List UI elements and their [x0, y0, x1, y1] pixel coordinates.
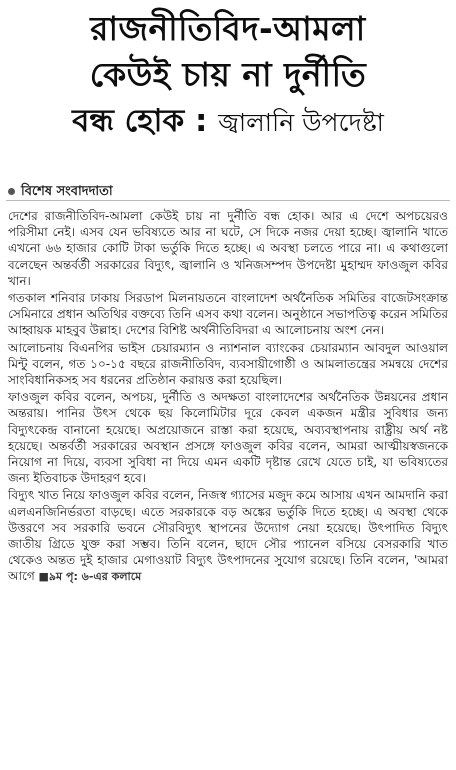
headline-line-2: কেউই চায় না দুর্নীতি [89, 55, 367, 94]
continuation-note: ■৯ম পৃ: ৬-এর কলামে [38, 570, 142, 584]
headline [0, 6, 456, 146]
article-paragraph: দেশের রাজনীতিবিদ-আমলা কেউই চায় না দুর্নীতি বন্ধ হোক। আর এ দেশে অপচয়েরও পরিসীমা নেই। এসব যেন ভবিষ্যতে আর না ঘটে, সে দিকে নজর দেয়া হচ্ছে। জ্বালানি খাতে এখনো ৬৬ হাজার কোটি টাকা ভর্তুকি দিতে হচ্ছে। এ অবস্থা চলতে পারে না। এ কথাগুলো বলেছেন অন্তর্বর্তী সরকারের বিদ্যুৎ, জ্বালানি ও খনিজসম্পদ উপদেষ্টা মুহাম্মদ ফাওজুল কবির খান। [8, 209, 448, 288]
headline-line-3 [0, 98, 456, 146]
article-paragraph-text: বিদ্যুৎ খাত নিয়ে ফাওজুল কবির বলেন, নিজস্ব গ্যাসের মজুদ কমে আসায় এখন আমদানি করা এলএনজিনির্ভরতা বাড়ছে। এতে সরকারকে বড় অঙ্কের ভর্তুকি দিতে হচ্ছে। এ অবস্থা থেকে উত্তরণে সব সরকারি ভবনে সৌরবিদ্যুৎ স্থাপনের উদ্যোগ নেয়া হয়েছে। উৎপাদিত বিদ্যুৎ জাতীয় গ্রিডে যুক্ত করা সম্ভব। তিনি বলেন, ছাদে সৌর প্যানেল বসিয়ে বেসরকারি খাত থেকেও অন্তত দুই হাজার মেগাওয়াট বিদ্যুৎ উৎপাদনের সুযোগ রয়েছে। তিনি বলেন, 'আমরা আগে [8, 488, 448, 584]
article-paragraph: গতকাল শনিবার ঢাকায় সিরডাপ মিলনায়তনে বাংলাদেশ অর্থনৈতিক সমিতির বাজেটসংক্রান্ত সেমিনারে প্রধান অতিথির বক্তব্যে তিনি এসব কথা বলেন। অনুষ্ঠানে সভাপতিত্ব করেন সমিতির আহ্বায়ক মাহবুব উল্লাহ। দেশের বিশিষ্ট অর্থনীতিবিদরা এ আলোচনায় অংশ নেন। [8, 291, 448, 338]
article-body [8, 208, 448, 587]
headline-line-3-sub: জ্বালানি উপদেষ্টা [218, 108, 384, 137]
headline-line-3-main: বন্ধ হোক : [72, 103, 208, 139]
byline-divider [6, 200, 450, 201]
byline-text: বিশেষ সংবাদদাতা [21, 184, 113, 199]
bullet-dot-icon [8, 188, 15, 195]
article-paragraph: ফাওজুল কবির বলেন, অপচয়, দুর্নীতি ও অদক্ষতা বাংলাদেশের অর্থনৈতিক উন্নয়নের প্রধান অন্তরায়। পানির উৎস থেকে ছয় কিলোমিটার দূরে কেবল একজন মন্ত্রীর সুবিধার জন্য বিদ্যুৎকেন্দ্র বানানো হয়েছে। অপ্রয়োজনে রাস্তা করা হয়েছে, অব্যবস্থাপনায় রাষ্ট্রীয় অর্থ নষ্ট হয়েছে। অন্তর্বর্তী সরকারের অবস্থান প্রসঙ্গে ফাওজুল কবির বলেন, আমরা আত্মীয়স্বজনকে নিয়োগ না দিয়ে, ব্যবসা সুবিধা না দিয়ে এমন একটি দৃষ্টান্ত রেখে যেতে চাই, যা ভবিষ্যতের জন্য ইতিবাচক উদাহরণ হবে। [8, 390, 448, 486]
article-paragraph: আলোচনায় বিএনপির ভাইস চেয়ারম্যান ও ন্যাশনাল ব্যাংকের চেয়ারম্যান আবদুল আওয়াল মিন্টু বলেন, গত ১০-১৫ বছরে রাজনীতিবিদ, ব্যবসায়ীগোষ্ঠী ও আমলাতন্ত্রের সমন্বয়ে দেশের সাংবিধানিকসহ সব ধরনের প্রতিষ্ঠান করায়ত্ত করা হয়েছিল। [8, 340, 448, 388]
article-paragraph [8, 487, 448, 585]
headline-line-1: রাজনীতিবিদ-আমলা [90, 9, 366, 48]
